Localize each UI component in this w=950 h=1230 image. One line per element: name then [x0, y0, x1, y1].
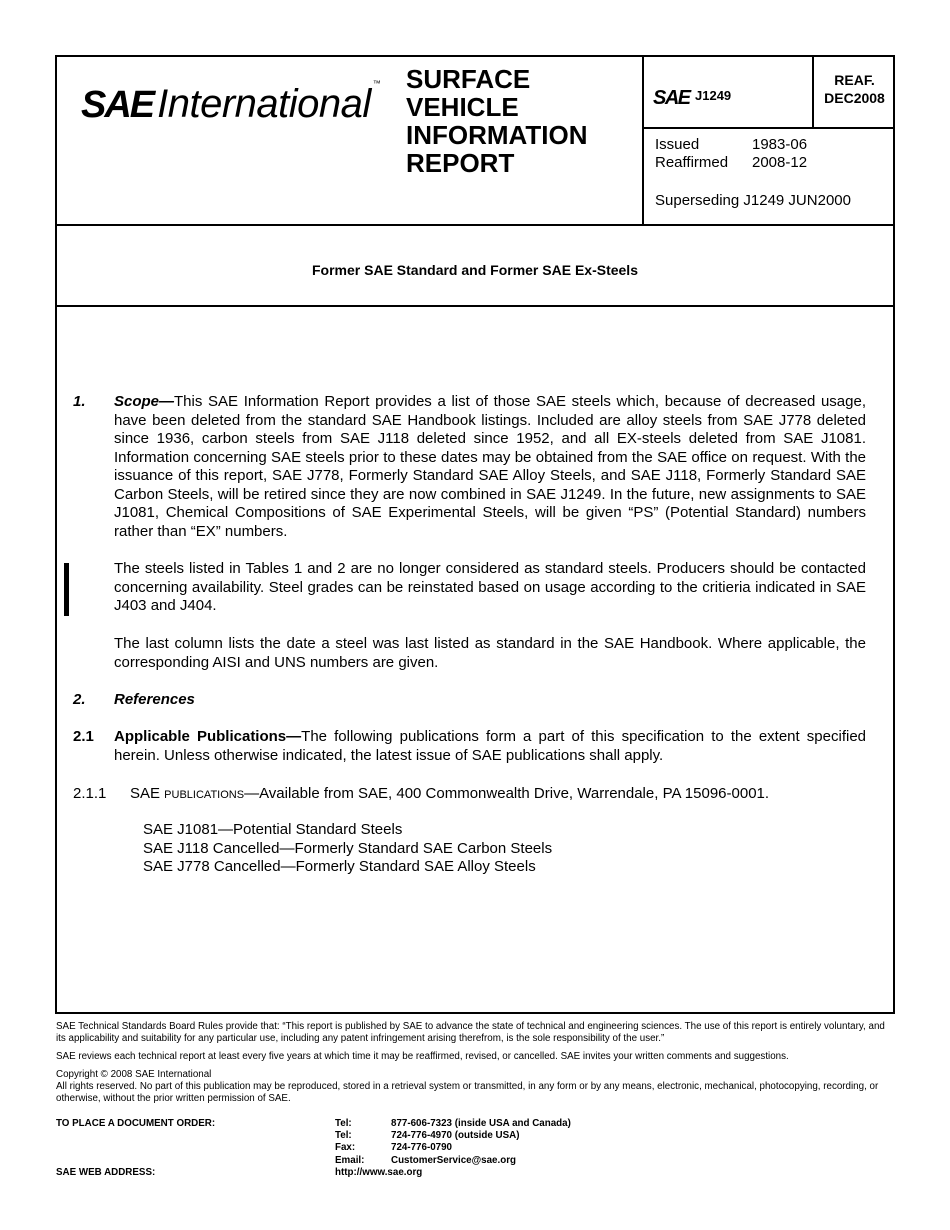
status-cell: [814, 71, 895, 107]
superseding-text: Superseding J1249 JUN2000: [655, 192, 851, 209]
reference-item: SAE J118 Cancelled—Formerly Standard SAE Carbon Steels: [143, 839, 553, 857]
report-type-line: VEHICLE: [406, 92, 519, 122]
meta-top-row: [644, 57, 895, 129]
contact-value: 877-606-7323 (inside USA and Canada): [391, 1118, 571, 1129]
applicable-publications-heading: Applicable Publications—: [114, 728, 302, 745]
scope-heading: Scope—: [114, 393, 175, 410]
status-line: DEC2008: [824, 90, 885, 106]
doc-number-cell: [644, 57, 814, 127]
copyright-text: Copyright © 2008 SAE International: [56, 1069, 212, 1080]
scope-text: This SAE Information Report provides a list of those SAE steels which, because of decreased usage, have been deleted from the standard SAE Handbook listings. Included are alloy steels from SAE J778 deleted since 1936, carbon steels from SAE J118 deleted since 1952, and all EX-steels deleted from SAE J1081. Information concerning SAE steels prior to these dates may be obtained from the SAE office on request. With the issuance of this report, SAE J778, Formerly Standard SAE Alloy Steels, and SAE J118, Formerly Standard SAE Carbon Steels, will be retired since they are now combined in SAE J1249. In the future, new assignments to SAE J1081, Chemical Compositions of SAE Experimental Steels, will be given “PS” (Potential Standard) numbers rather than “EX” numbers.: [114, 393, 866, 540]
contact-row: [335, 1118, 571, 1130]
issued-value: 1983-06: [752, 136, 808, 153]
last-column-paragraph: The last column lists the date a steel was last listed as standard in the SAE Handbook. Where applicable, the corresponding AISI and UNS numbers are given.: [114, 635, 866, 671]
section-number: 2.: [73, 691, 86, 708]
contact-row: [335, 1167, 571, 1179]
sae-small-logo: SAE: [653, 87, 690, 109]
document-header: [57, 57, 893, 226]
logo-sae-text: SAE: [81, 84, 154, 126]
reaffirmed-label: Reaffirmed: [655, 154, 729, 171]
document-meta-box: [642, 57, 895, 224]
contact-value: 724-776-0790: [391, 1142, 453, 1154]
reaffirmed-value: 2008-12: [752, 154, 808, 171]
applicable-publications-paragraph: [114, 728, 866, 765]
issued-row: [655, 136, 807, 154]
sae-publications-line: [130, 785, 769, 804]
report-type-line: REPORT: [406, 148, 515, 178]
revision-change-bar: [64, 563, 69, 616]
status-line: REAF.: [834, 72, 875, 88]
contact-label: Tel:: [335, 1130, 352, 1142]
review-text: SAE reviews each technical report at least every five years at which time it may be reaffirmed, revised, or cancelled. SAE invites your written comments and suggestions.: [56, 1051, 789, 1062]
references-heading: References: [114, 691, 195, 708]
date-block: [655, 136, 807, 172]
contact-row: [335, 1130, 571, 1142]
reaffirmed-row: [655, 154, 807, 172]
order-label: TO PLACE A DOCUMENT ORDER:: [56, 1118, 216, 1129]
contact-label: Tel:: [335, 1118, 352, 1129]
contact-value: 724-776-4970 (outside USA): [391, 1130, 520, 1142]
contact-list: [335, 1118, 571, 1179]
contact-label: Fax:: [335, 1142, 356, 1154]
report-type: [406, 65, 636, 177]
contact-row: [335, 1142, 571, 1154]
tables-paragraph: The steels listed in Tables 1 and 2 are no longer considered as standard steels. Producers should be contacted concerning availability. Steel grades can be reinstated based on usage according to the critieria indicated in SAE J403 and J404.: [114, 560, 866, 614]
rights-text: All rights reserved. No part of this publication may be reproduced, stored in a retrieval system or transmitted, in any form or by any means, electronic, mechanical, photocopying, recording, or otherwise, without the prior written permission of SAE.: [56, 1081, 879, 1104]
section-number: 1.: [73, 393, 86, 410]
applicable-publications-text: The following publications form a part of this specification to the extent specified herein. Unless otherwise indicated, the latest issue of SAE publications shall apply.: [114, 728, 867, 764]
subsection-number: 2.1.1: [73, 785, 107, 802]
document-title: Former SAE Standard and Former SAE Ex-Steels: [312, 262, 638, 278]
logo-trademark: ™: [372, 79, 381, 88]
report-type-line: INFORMATION: [406, 120, 588, 150]
email-link[interactable]: CustomerService@sae.org: [391, 1154, 516, 1166]
sae-publications-text: —Available from SAE, 400 Commonwealth Drive, Warrendale, PA 15096-0001.: [244, 785, 770, 802]
web-address-label: SAE WEB ADDRESS:: [56, 1167, 156, 1178]
report-type-line: SURFACE: [406, 64, 531, 94]
reference-item: SAE J778 Cancelled—Formerly Standard SAE Alloy Steels: [143, 858, 536, 875]
sae-publications-heading: SAE publications: [130, 785, 245, 802]
board-rules-text: SAE Technical Standards Board Rules provide that: “This report is published by SAE to advance the state of technical and engineering sciences. The use of this report is entirely voluntary, and its applicability and suitability for any particular use, including any patent infringement arising therefrom, is the sole responsibility of the user.”: [56, 1021, 885, 1044]
legal-footer: [56, 1021, 896, 1105]
title-band: [57, 226, 893, 307]
web-address-link[interactable]: http://www.sae.org: [335, 1166, 423, 1178]
doc-number: J1249: [695, 88, 732, 103]
issued-label: Issued: [655, 136, 700, 153]
logo-international-text: International: [157, 82, 371, 126]
scope-paragraph: [114, 393, 866, 541]
reference-item: SAE J1081—Potential Standard Steels: [143, 821, 403, 838]
subsection-number: 2.1: [73, 728, 94, 745]
sae-international-logo: [81, 79, 381, 124]
reference-list: [143, 821, 552, 877]
document-frame: [55, 55, 895, 1014]
contact-row: [335, 1155, 571, 1167]
contact-label: Email:: [335, 1154, 365, 1166]
